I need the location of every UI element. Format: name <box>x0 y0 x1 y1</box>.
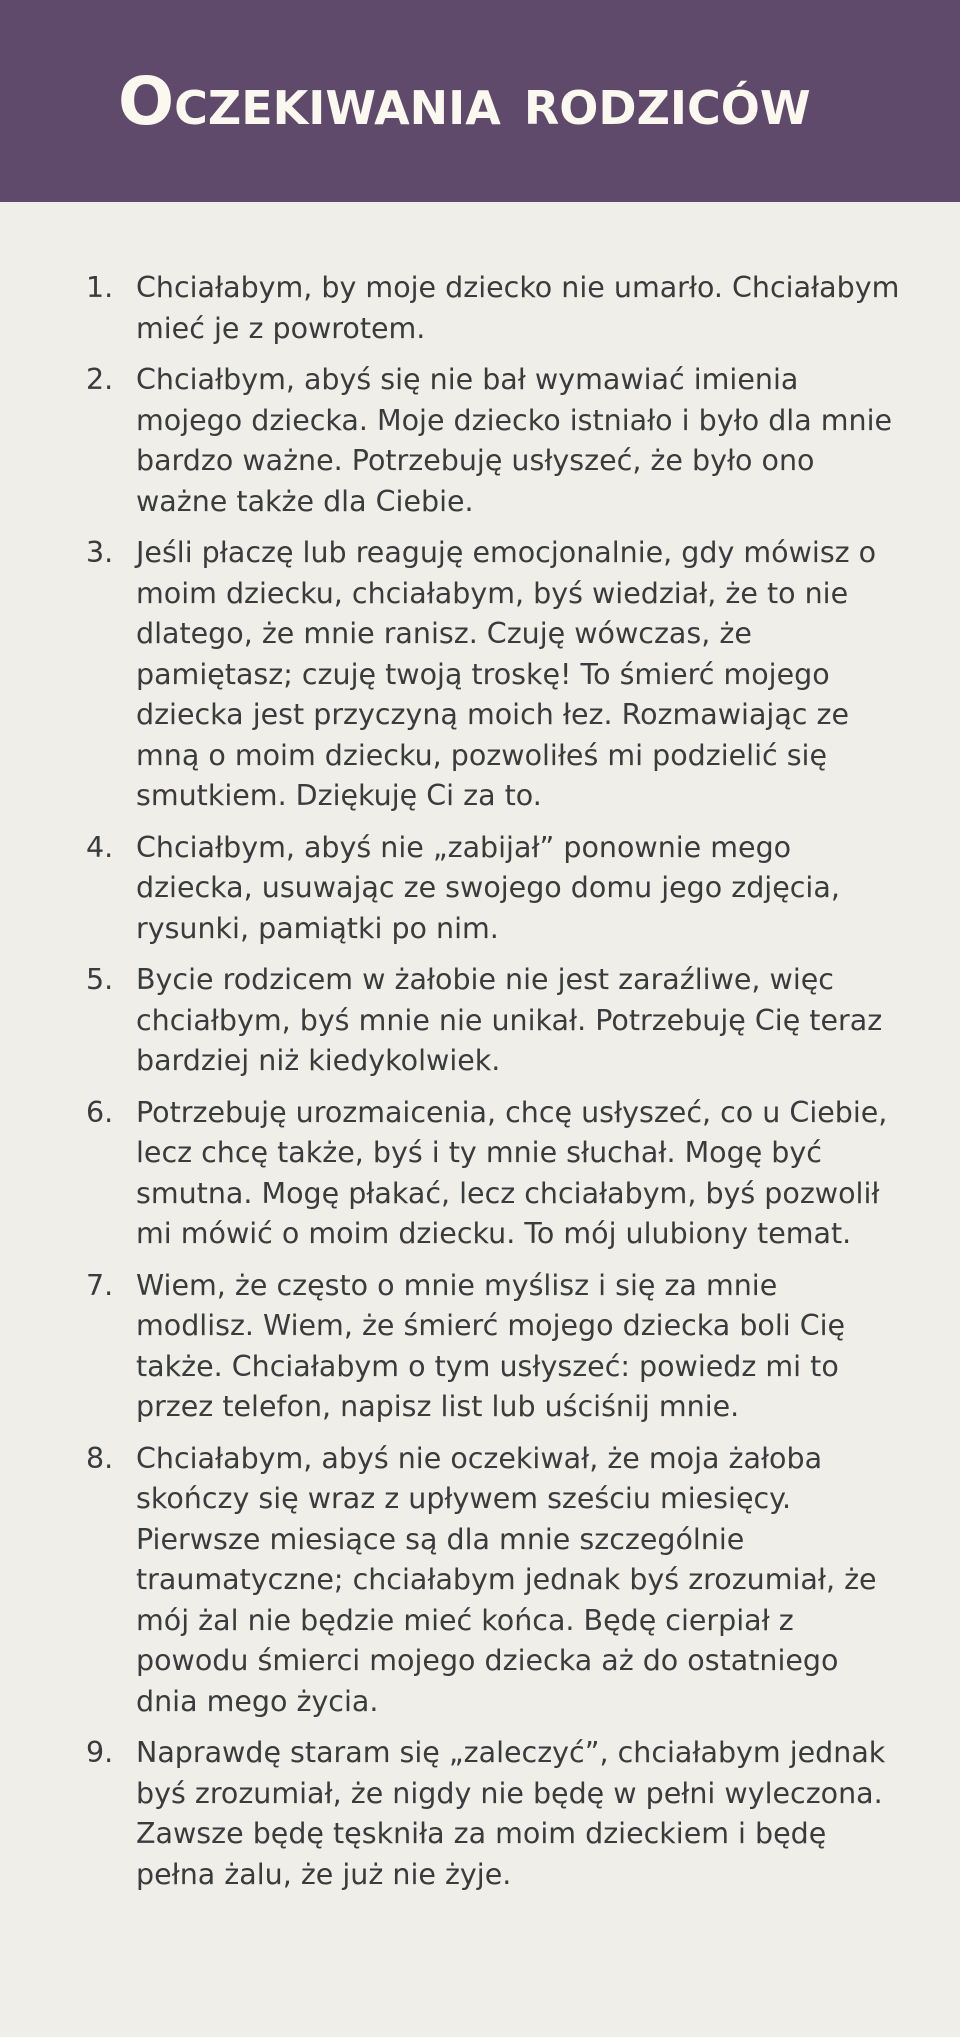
item-text: Potrzebuję urozmaicenia, chcę usłyszeć, co u Ciebie, lecz chcę także, byś i ty mnie słuchał. Mogę być smutna. Mogę płakać, lecz chciałabym, byś pozwolił mi mówić o moim dziecku. To mój ulubiony temat. <box>136 1095 888 1250</box>
item-text: Bycie rodzicem w żałobie nie jest zaraźliwe, więc chciałbym, byś mnie nie unikał. Potrzebuję Cię teraz bardziej niż kiedykolwiek. <box>136 963 883 1077</box>
list-item <box>0 828 960 950</box>
item-number: 2. <box>86 363 114 396</box>
item-number: 7. <box>86 1268 114 1302</box>
item-text: Chciałabym, abyś nie oczekiwał, że moja żałoba skończy się wraz z upływem sześciu miesięcy. Pierwsze miesiące są dla mnie szczególnie traumatyczne; chciałabym jednak byś zrozumiał, że mój żal nie będzie mieć końca. Będę cierpiał z powodu śmierci mojego dziecka aż do ostatniego dnia mego życia. <box>136 1441 877 1718</box>
item-number: 5. <box>86 963 114 996</box>
item-text: Chciałbym, abyś nie „zabijał” ponownie mego dziecka, usuwając ze swojego domu jego zdjęcia, rysunki, pamiątki po nim. <box>136 830 840 945</box>
expectations-list <box>0 268 960 1906</box>
item-number: 8. <box>86 1441 114 1475</box>
item-number: 1. <box>86 271 114 304</box>
item-number: 4. <box>86 830 114 864</box>
item-text: Wiem, że często o mnie myślisz i się za mnie modlisz. Wiem, że śmierć mojego dziecka boli Cię także. Chciałabym o tym usłyszeć: powiedz mi to przez telefon, napisz list lub uściśnij mnie. <box>136 1268 846 1423</box>
header-banner <box>0 0 960 202</box>
list-item <box>0 1266 960 1428</box>
list-item <box>0 533 960 817</box>
item-text: Chciałabym, by moje dziecko nie umarło. Chciałabym mieć je z powrotem. <box>136 271 900 345</box>
item-text: Jeśli płaczę lub reaguję emocjonalnie, gdy mówisz o moim dziecku, chciałabym, byś wiedział, że to nie dlatego, że mnie ranisz. Czuję wówczas, że pamiętasz; czuję twoją troskę! To śmierć mojego dziecka jest przyczyną moich łez. Rozmawiając ze mną o moim dziecku, pozwoliłeś mi podzielić się smutkiem. Dziękuję Ci za to. <box>136 536 877 812</box>
item-text: Naprawdę staram się „zaleczyć”, chciałabym jednak byś zrozumiał, że nigdy nie będę w pełni wyleczona. Zawsze będę tęskniła za moim dzieckiem i będę pełna żalu, że już nie żyje. <box>136 1736 886 1891</box>
list-item <box>0 1733 960 1895</box>
list-item <box>0 360 960 522</box>
item-number: 9. <box>86 1736 114 1769</box>
list-item <box>0 268 960 349</box>
item-text: Chciałbym, abyś się nie bał wymawiać imienia mojego dziecka. Moje dziecko istniało i było dla mnie bardzo ważne. Potrzebuję usłyszeć, że było ono ważne także dla Ciebie. <box>136 363 893 518</box>
page-title: Oczekiwania rodziców <box>118 63 811 140</box>
item-number: 6. <box>86 1095 114 1129</box>
item-number: 3. <box>86 536 114 569</box>
list-item <box>0 960 960 1082</box>
list-item <box>0 1093 960 1255</box>
list-item <box>0 1439 960 1723</box>
